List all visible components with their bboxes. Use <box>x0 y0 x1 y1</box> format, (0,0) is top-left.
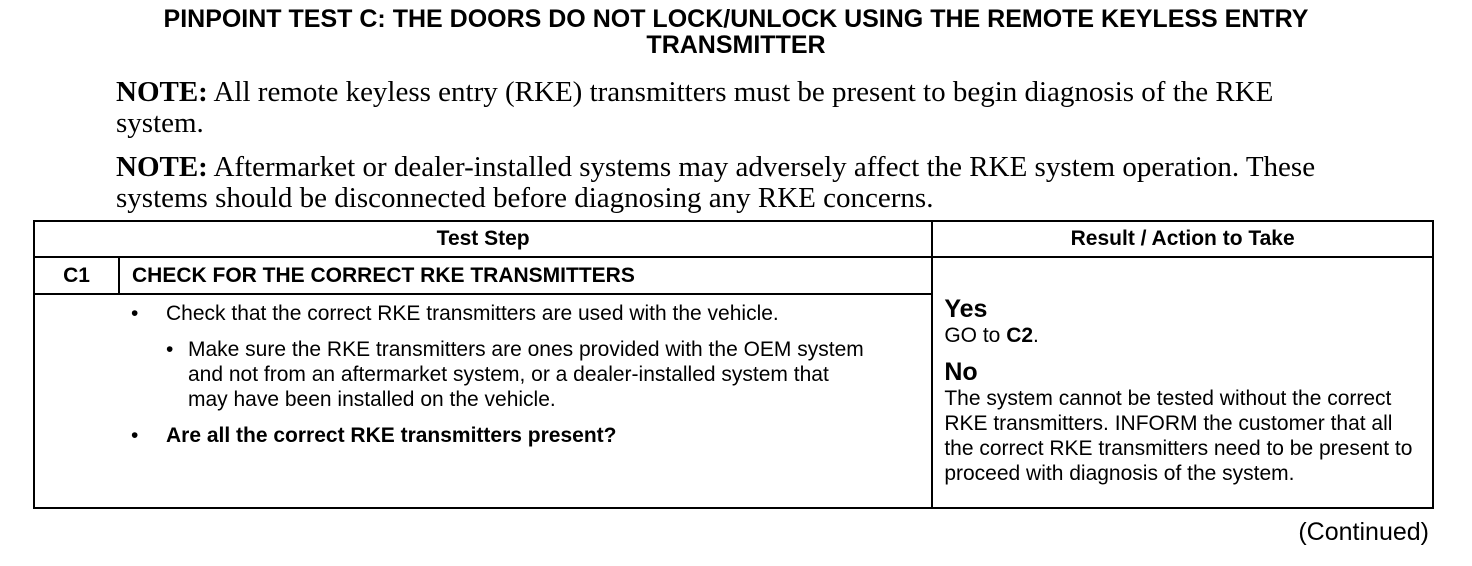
note-rke-transmitters <box>116 77 1346 139</box>
note-text: Aftermarket or dealer-installed systems may adversely affect the RKE system operation. These systems should be disconnected before diagnosing any RKE concerns. <box>116 151 1316 214</box>
result-no-label: No <box>944 358 978 386</box>
step-header <box>35 258 931 295</box>
question-text: Are all the correct RKE transmitters present? <box>166 424 617 447</box>
title-line-2: TRANSMITTER <box>646 31 826 59</box>
step-sub-bullet <box>35 337 871 412</box>
result-no-action: The system cannot be tested without the correct RKE transmitters. INFORM the customer that all the correct RKE transmitters need to be present to proceed with diagnosis of the system. <box>944 387 1413 485</box>
result-yes <box>944 296 1426 348</box>
page-title <box>0 6 1472 58</box>
note-text: All remote keyless entry (RKE) transmitters must be present to begin diagnosis of the RKE system. <box>116 76 1274 139</box>
bullet-icon: • <box>131 302 139 325</box>
table-row-c1 <box>34 257 1433 508</box>
step-question <box>35 423 871 448</box>
goto-step-link[interactable]: C2 <box>1006 324 1034 347</box>
pinpoint-test-table <box>33 220 1434 509</box>
bullet-icon: • <box>166 338 174 361</box>
table-header-row <box>34 221 1433 257</box>
step-id: C1 <box>35 258 120 293</box>
note-aftermarket-systems <box>116 152 1346 214</box>
header-result-action: Result / Action to Take <box>932 221 1433 257</box>
result-no <box>944 359 1426 486</box>
bullet-icon: • <box>131 424 139 447</box>
test-step-cell <box>34 257 932 508</box>
note-label: NOTE: <box>116 76 208 108</box>
header-test-step: Test Step <box>34 221 932 257</box>
yes-action-suffix: . <box>1033 324 1039 347</box>
result-yes-label: Yes <box>944 295 988 323</box>
title-line-1: PINPOINT TEST C: THE DOORS DO NOT LOCK/UNLOCK USING THE REMOTE KEYLESS ENTRY <box>163 5 1309 33</box>
result-yes-action <box>944 323 1426 348</box>
bullet-text: Check that the correct RKE transmitters are used with the vehicle. <box>166 302 779 325</box>
yes-action-prefix: GO to <box>944 324 1007 347</box>
result-action-cell <box>932 257 1433 508</box>
step-bullet <box>35 301 871 326</box>
step-title: CHECK FOR THE CORRECT RKE TRANSMITTERS <box>132 264 635 287</box>
bullet-text: Make sure the RKE transmitters are ones provided with the OEM system and not from an aftermarket system, or a dealer-installed system that may have been installed on the vehicle. <box>188 338 864 411</box>
step-body <box>35 295 931 507</box>
note-label: NOTE: <box>116 151 208 183</box>
continued-marker: (Continued) <box>1298 518 1429 546</box>
